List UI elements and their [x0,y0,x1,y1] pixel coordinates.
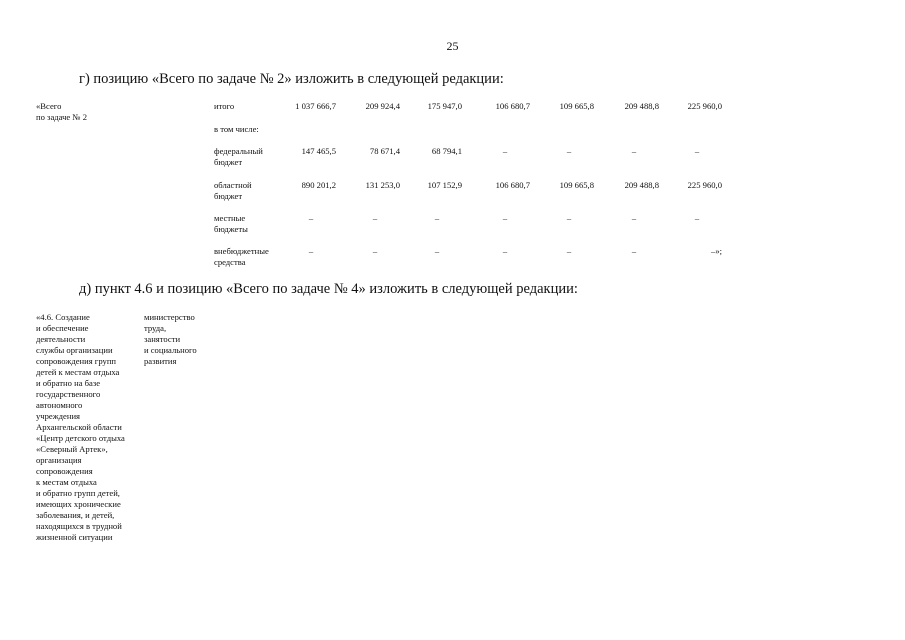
cell-value: –»; [711,246,722,256]
t1-label-line: «Всего [36,101,62,111]
cell-value: 147 465,5 [301,146,336,156]
desc-line: деятельности [36,334,86,344]
desc-line: службы организации [36,345,113,355]
row-name-line: федеральный [214,146,263,156]
executor-line: развития [144,356,177,366]
cell-value: – [566,213,572,223]
heading-d: д) пункт 4.6 и позицию «Всего по задаче № 4» изложить в следующей редакции: [79,281,578,297]
cell-value: – [631,213,637,223]
heading-g: г) позицию «Всего по задаче № 2» изложить в следующей редакции: [79,71,504,87]
cell-value: – [566,246,572,256]
row-name-line: итого [214,101,235,111]
desc-line: к местам отдыха [36,477,97,487]
desc-line: государственного [36,389,101,399]
cell-value: – [372,246,378,256]
desc-line: имеющих хронические [36,499,121,509]
desc-line: сопровождения групп [36,356,117,366]
cell-value: 1 037 666,7 [295,101,336,111]
cell-value: 78 671,4 [369,146,400,156]
executor-line: занятости [144,334,181,344]
desc-line: сопровождения [36,466,93,476]
cell-value: 68 794,1 [431,146,462,156]
desc-line: детей к местам отдыха [36,367,120,377]
cell-value: 107 152,9 [427,180,462,190]
desc-line: учреждения [36,411,81,421]
desc-line: заболевания, и детей, [36,510,115,520]
cell-value: 109 665,8 [559,180,594,190]
cell-value: – [434,213,440,223]
desc-line: находящихся в трудной [36,521,122,531]
executor-line: и социального [144,345,197,355]
cell-value: – [694,146,700,156]
page-number: 25 [446,39,459,53]
executor-line: труда, [144,323,167,333]
cell-value: – [631,246,637,256]
cell-value: 209 488,8 [624,180,659,190]
cell-value: 225 960,0 [687,101,722,111]
cell-value: – [502,213,508,223]
cell-value: 225 960,0 [687,180,722,190]
cell-value: – [502,246,508,256]
row-name-line: в том числе: [214,124,259,134]
row-name-line: внебюджетные [214,246,269,256]
desc-line: и обратно на базе [36,378,101,388]
desc-line: «Северный Артек», [36,444,108,454]
cell-value: 209 924,4 [365,101,400,111]
row-name-line: местные [214,213,246,223]
cell-value: – [566,146,572,156]
row-name-line: областной [214,180,252,190]
cell-value: 106 680,7 [495,180,530,190]
cell-value: – [631,146,637,156]
row-name-line: бюджет [214,191,243,201]
cell-value: – [434,246,440,256]
t1-label-line: по задаче № 2 [36,112,88,122]
desc-line: жизненной ситуации [36,532,113,542]
cell-value: 890 201,2 [301,180,336,190]
desc-line: Архангельской области [36,422,122,432]
cell-value: – [694,213,700,223]
desc-line: «Центр детского отдыха [36,433,125,443]
row-name-line: бюджет [214,157,243,167]
cell-value: – [502,146,508,156]
desc-line: организация [36,455,82,465]
row-name-line: бюджеты [214,224,248,234]
cell-value: – [308,246,314,256]
cell-value: 109 665,8 [559,101,594,111]
cell-value: – [372,213,378,223]
cell-value: 106 680,7 [495,101,530,111]
cell-value: 175 947,0 [427,101,462,111]
desc-line: и обеспечение [36,323,89,333]
row-name-line: средства [214,257,246,267]
cell-value: – [308,213,314,223]
cell-value: 131 253,0 [365,180,400,190]
desc-line: автономного [36,400,83,410]
desc-line: и обратно групп детей, [36,488,120,498]
cell-value: 209 488,8 [624,101,659,111]
desc-line: «4.6. Создание [36,312,90,322]
executor-line: министерство [144,312,195,322]
